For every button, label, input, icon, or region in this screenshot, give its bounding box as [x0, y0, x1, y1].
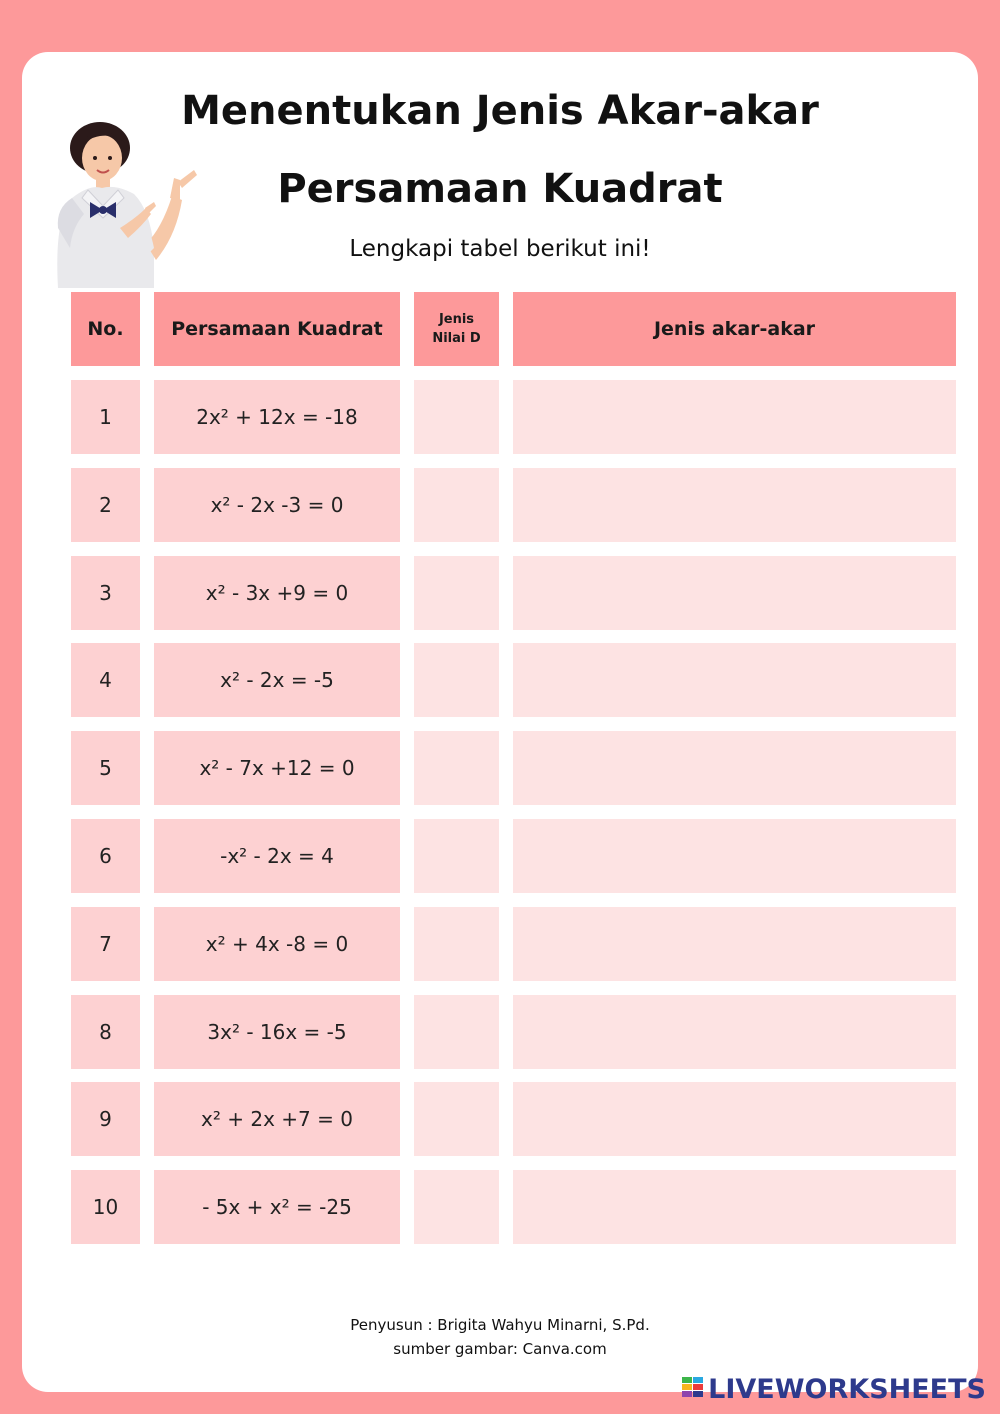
cell-equation: 2x² + 12x = -18	[154, 380, 400, 454]
cell-no: 8	[71, 995, 140, 1069]
cell-equation: x² - 2x -3 = 0	[154, 468, 400, 542]
cell-equation: x² + 4x -8 = 0	[154, 907, 400, 981]
cell-d-input[interactable]	[414, 380, 499, 454]
header-d-value	[414, 292, 499, 366]
cell-equation: -x² - 2x = 4	[154, 819, 400, 893]
cell-d-input[interactable]	[414, 907, 499, 981]
cell-equation: - 5x + x² = -25	[154, 1170, 400, 1244]
cell-d-input[interactable]	[414, 731, 499, 805]
liveworksheets-logo	[682, 1374, 986, 1405]
cell-roots-input[interactable]	[513, 819, 956, 893]
cell-d-input[interactable]	[414, 643, 499, 717]
cell-roots-input[interactable]	[513, 1082, 956, 1156]
cell-roots-input[interactable]	[513, 556, 956, 630]
cell-equation: x² - 2x = -5	[154, 643, 400, 717]
cell-equation: x² - 7x +12 = 0	[154, 731, 400, 805]
header-d-line2: Nilai D	[432, 331, 481, 346]
cell-no: 6	[71, 819, 140, 893]
cell-roots-input[interactable]	[513, 468, 956, 542]
cell-roots-input[interactable]	[513, 380, 956, 454]
cell-no: 5	[71, 731, 140, 805]
logo-text: LIVEWORKSHEETS	[708, 1374, 986, 1405]
cell-d-input[interactable]	[414, 556, 499, 630]
header-roots: Jenis akar-akar	[513, 292, 956, 366]
header-d-line1: Jenis	[438, 312, 475, 327]
cell-equation: 3x² - 16x = -5	[154, 995, 400, 1069]
header-equation: Persamaan Kuadrat	[154, 292, 400, 366]
cell-roots-input[interactable]	[513, 907, 956, 981]
cell-d-input[interactable]	[414, 1082, 499, 1156]
cell-no: 10	[71, 1170, 140, 1244]
author-credit: Penyusun : Brigita Wahyu Minarni, S.Pd.	[350, 1316, 650, 1334]
page-title-line1: Menentukan Jenis Akar-akar	[181, 88, 819, 134]
liveworksheets-logo-icon	[682, 1377, 704, 1403]
instruction-text: Lengkapi tabel berikut ini!	[349, 236, 651, 262]
cell-no: 3	[71, 556, 140, 630]
cell-no: 9	[71, 1082, 140, 1156]
cell-no: 4	[71, 643, 140, 717]
cell-no: 1	[71, 380, 140, 454]
cell-equation: x² + 2x +7 = 0	[154, 1082, 400, 1156]
header-no: No.	[71, 292, 140, 366]
cell-roots-input[interactable]	[513, 1170, 956, 1244]
cell-no: 7	[71, 907, 140, 981]
cell-roots-input[interactable]	[513, 995, 956, 1069]
cell-d-input[interactable]	[414, 1170, 499, 1244]
cell-d-input[interactable]	[414, 995, 499, 1069]
page-title-line2: Persamaan Kuadrat	[277, 166, 723, 212]
cell-no: 2	[71, 468, 140, 542]
cell-roots-input[interactable]	[513, 731, 956, 805]
cell-d-input[interactable]	[414, 819, 499, 893]
cell-d-input[interactable]	[414, 468, 499, 542]
image-source-credit: sumber gambar: Canva.com	[393, 1340, 607, 1358]
cell-roots-input[interactable]	[513, 643, 956, 717]
cell-equation: x² - 3x +9 = 0	[154, 556, 400, 630]
